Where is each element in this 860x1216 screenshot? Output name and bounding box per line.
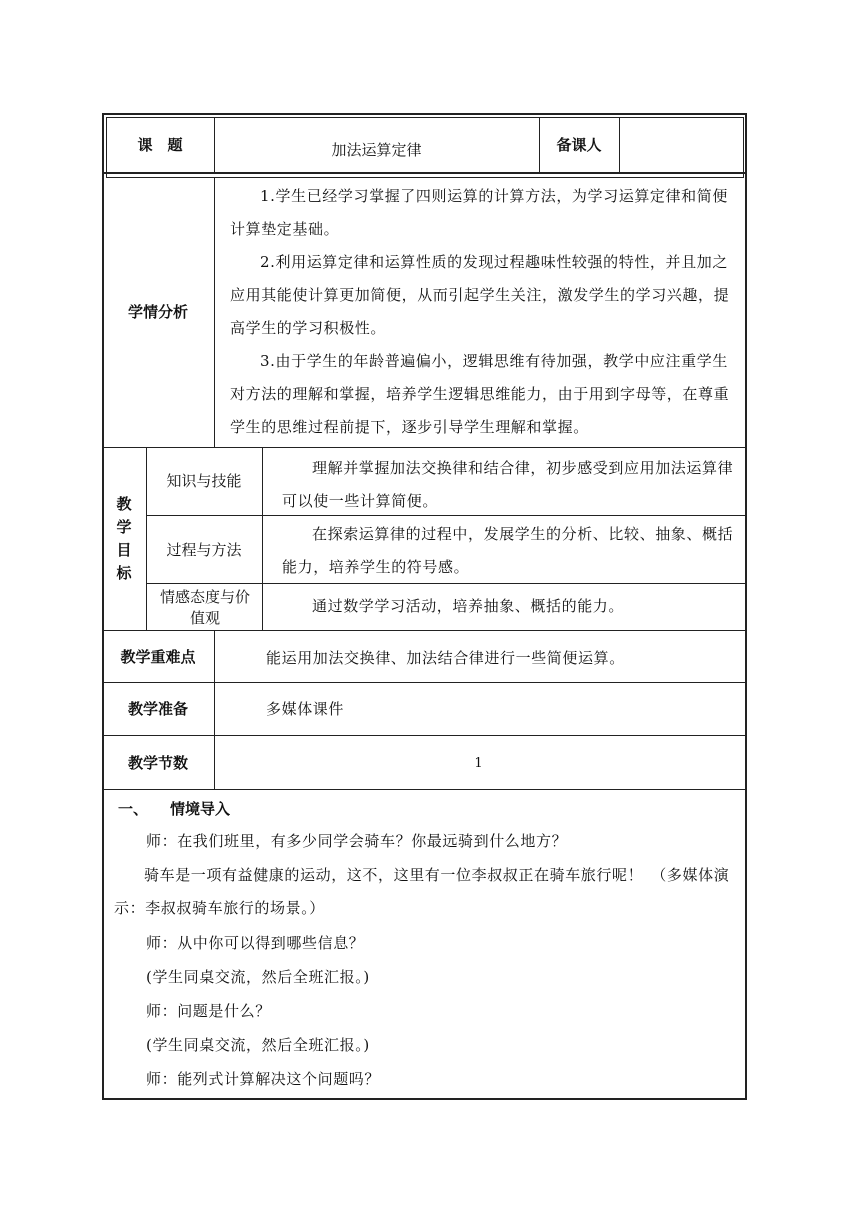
row-divider: [102, 789, 747, 790]
key-points-content: 能运用加法交换律、加法结合律进行一些简便运算。: [266, 649, 625, 667]
goal-content-attitude: 通过数学学习活动，培养抽象、概括的能力。: [312, 597, 625, 615]
key-points-label: 教学重难点: [120, 648, 196, 666]
process-line: (学生同桌交流，然后全班汇报。): [146, 968, 370, 986]
process-line: 师：能列式计算解决这个问题吗？: [146, 1070, 381, 1088]
section-title: 情境导入: [170, 800, 231, 818]
row-divider: [102, 447, 747, 448]
goal-label-process: 过程与方法: [166, 541, 242, 559]
column-divider: [214, 177, 215, 447]
goals-label: 教学目标: [116, 495, 132, 582]
goal-label-attitude: 情感态度与价值观: [160, 588, 251, 627]
topic-label: 课 题: [137, 136, 183, 154]
row-divider: [102, 172, 747, 174]
process-line: 师：在我们班里，有多少同学会骑车？你最远骑到什么地方？: [146, 832, 568, 850]
preparer-label: 备课人: [556, 136, 602, 154]
row-divider: [102, 630, 747, 631]
row-divider: [106, 117, 744, 118]
preparation-label: 教学准备: [127, 700, 188, 718]
row-divider: [102, 735, 747, 736]
analysis-paragraph-1: 1.学生已经学习掌握了四则运算的计算方法，为学习运算定律和简便计算垫定基础。: [230, 187, 728, 238]
column-divider: [619, 117, 620, 173]
row-divider: [102, 682, 747, 683]
goal-content-process: 在探索运算律的过程中，发展学生的分析、比较、抽象、概括能力，培养学生的符号感。: [282, 525, 734, 576]
row-divider: [106, 177, 744, 178]
section-number: 一、: [118, 800, 149, 818]
periods-content: 1: [474, 756, 483, 771]
analysis-label: 学情分析: [127, 303, 188, 321]
process-line: (学生同桌交流，然后全班汇报。): [146, 1036, 370, 1054]
process-line: 骑车是一项有益健康的运动，这不，这里有一位李叔叔正在骑车旅行呢！ （多媒体演示：李叔叔骑车旅行的场景。）: [114, 866, 730, 917]
goal-content-knowledge: 理解并掌握加法交换律和结合律，初步感受到应用加法运算律可以使一些计算简便。: [282, 459, 734, 510]
analysis-paragraph-2: 2.利用运算定律和运算性质的发现过程趣味性较强的特性，并且加之应用其能使计算更加简便，从而引起学生关注，激发学生的学习兴趣，提高学生的学习积极性。: [230, 253, 730, 337]
preparation-content: 多媒体课件: [266, 700, 345, 718]
column-divider: [262, 447, 263, 630]
analysis-paragraph-3: 3.由于学生的年龄普遍偏小，逻辑思维有待加强，教学中应注重学生对方法的理解和掌握，培养学生逻辑思维能力，由于用到字母等，在尊重学生的思维过程前提下，逐步引导学生理解和掌握。: [230, 352, 730, 436]
goal-label-knowledge: 知识与技能: [166, 472, 242, 490]
process-line: 师：从中你可以得到哪些信息？: [146, 934, 365, 952]
column-divider: [743, 117, 744, 177]
periods-label: 教学节数: [127, 754, 188, 772]
topic-value: 加法运算定律: [331, 141, 422, 159]
process-line: 师：问题是什么？: [146, 1002, 271, 1020]
